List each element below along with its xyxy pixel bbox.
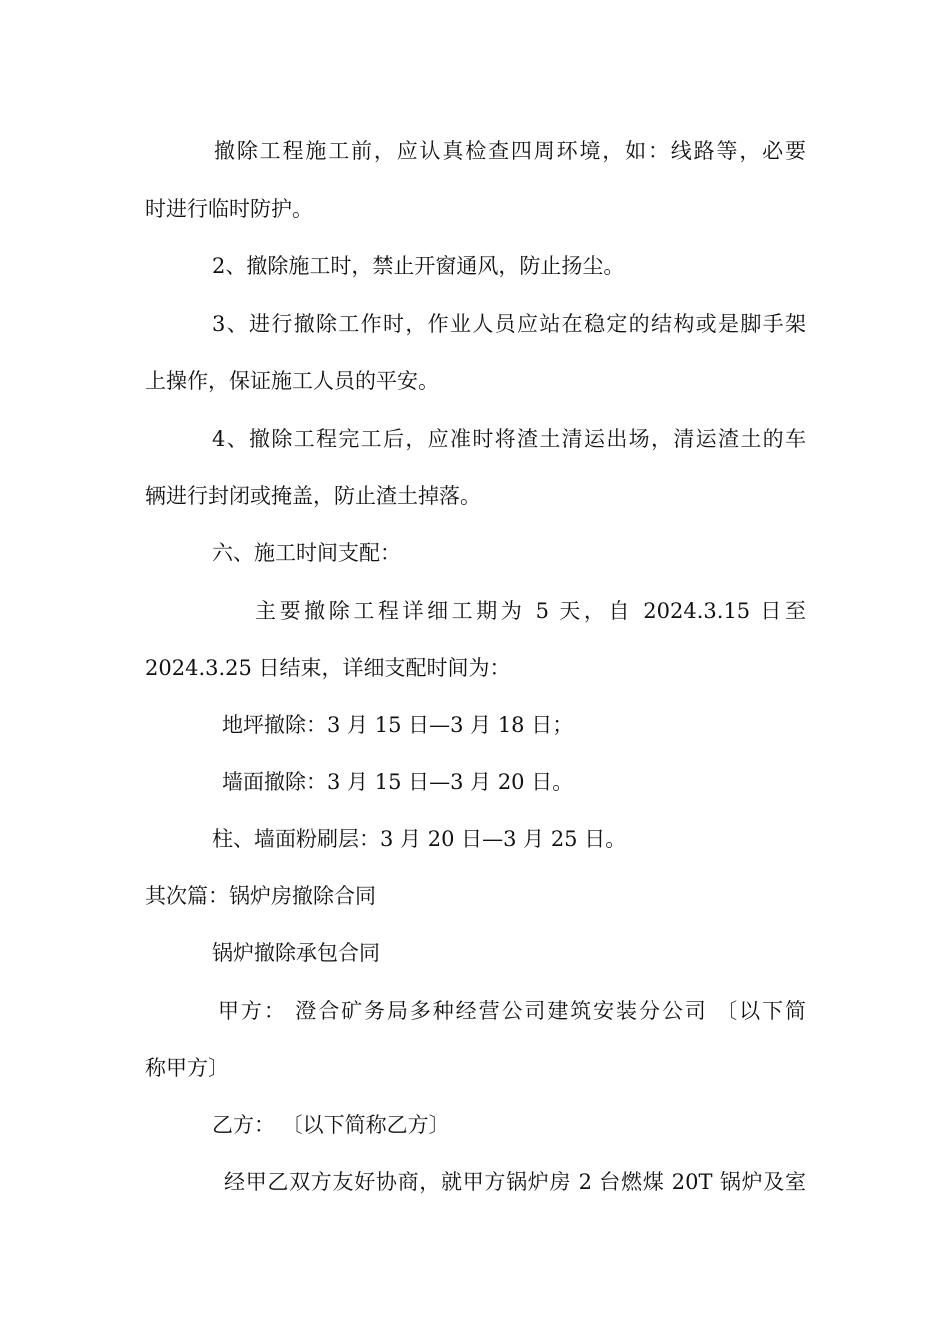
contract-title: 锅炉撤除承包合同 <box>212 941 380 965</box>
paragraph-line: 主要撤除工程详细工期为 5 天，自 2024.3.15 日至 <box>255 599 806 623</box>
section-heading: 六、施工时间支配： <box>212 541 401 565</box>
schedule-item: 地坪撤除：3 月 15 日—3 月 18 日； <box>222 713 574 737</box>
schedule-item: 墙面撤除：3 月 15 日—3 月 20 日。 <box>222 770 574 794</box>
paragraph-line: 3、进行撤除工作时，作业人员应站在稳定的结构或是脚手架 <box>212 312 806 336</box>
paragraph-line: 称甲方〕 <box>145 1056 229 1080</box>
paragraph-line: 经甲乙双方友好协商，就甲方锅炉房 2 台燃煤 20T 锅炉及室 <box>224 1170 806 1194</box>
paragraph-line: 时进行临时防护。 <box>145 197 313 221</box>
schedule-item: 柱、墙面粉刷层：3 月 20 日—3 月 25 日。 <box>212 827 627 851</box>
paragraph-line: 辆进行封闭或掩盖，防止渣土掉落。 <box>145 484 481 508</box>
paragraph-line: 撤除工程施工前，应认真检查四周环境，如：线路等，必要 <box>214 139 806 163</box>
party-a-line: 甲方： 澄合矿务局多种经营公司建筑安装分公司 〔以下简 <box>218 999 806 1023</box>
paragraph-line: 上操作，保证施工人员的平安。 <box>145 369 439 393</box>
party-b-line: 乙方： 〔以下简称乙方〕 <box>212 1113 450 1137</box>
paragraph-line: 4、撤除工程完工后，应准时将渣土清运出场，清运渣土的车 <box>212 427 806 451</box>
chapter-title: 其次篇：锅炉房撤除合同 <box>145 884 376 908</box>
paragraph-line: 2024.3.25 日结束，详细支配时间为： <box>145 656 511 680</box>
paragraph-line: 2、撤除施工时，禁止开窗通风，防止扬尘。 <box>212 254 625 278</box>
